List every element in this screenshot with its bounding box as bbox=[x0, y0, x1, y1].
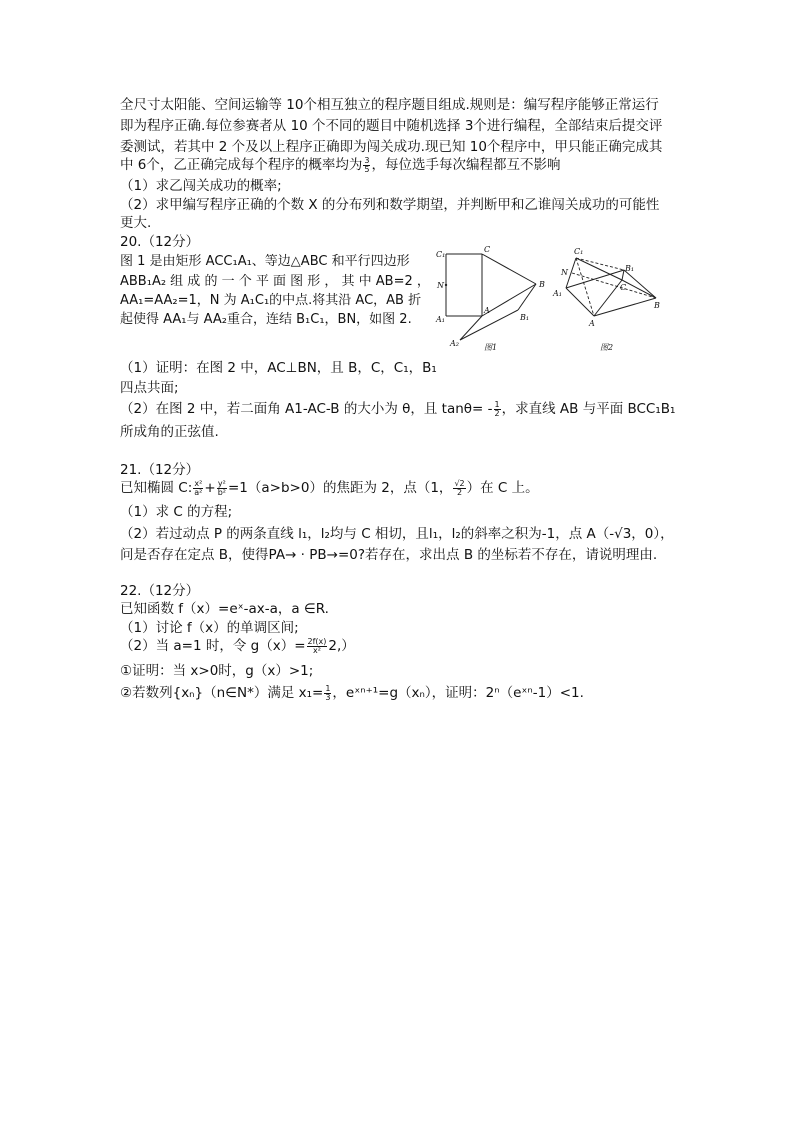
q20-part-2-text-a: （2）在图 2 中，若二面角 A1-AC-B 的大小为 θ，且 tanθ= - bbox=[120, 401, 493, 417]
q22-part-2-text-b: 2,） bbox=[328, 638, 355, 654]
q22-x1-fraction bbox=[324, 685, 331, 702]
edge-b1-c bbox=[622, 270, 624, 280]
q20-line-1: 图 1 是由矩形 ACC₁A₁、等边△ABC 和平行四边形 bbox=[120, 254, 410, 269]
q21-line-1 bbox=[120, 479, 539, 498]
q20-part-2-line-2: 所成角的正弦值. bbox=[120, 424, 219, 440]
q21-y-fraction bbox=[217, 480, 227, 497]
label-c1: C₁ bbox=[574, 247, 584, 256]
label-b: B bbox=[539, 280, 545, 289]
q22-sub-2 bbox=[120, 684, 584, 703]
edge-c-b bbox=[482, 254, 536, 284]
q22-sub-2-text-a: ②若数列{xₙ}（n∈N*）满足 x₁= bbox=[120, 685, 324, 701]
q19-line-3: 委测试，若其中 2 个及以上程序正确即为闯关成功.现已知 10个程序中，甲只能正确完成其 bbox=[120, 139, 663, 155]
fraction-numerator: 1 bbox=[325, 683, 331, 693]
edge-a-b bbox=[594, 298, 656, 316]
point-n bbox=[445, 284, 447, 286]
edge-c-a bbox=[594, 280, 622, 316]
fraction-denominator: a² bbox=[194, 487, 203, 497]
fraction-denominator: x² bbox=[312, 645, 321, 655]
q19-part-2-line-1: （2）求甲编写程序正确的个数 X 的分布列和数学期望，并判断甲和乙谁闯关成功的可能性 bbox=[120, 197, 660, 213]
fraction-numerator: 2f(x) bbox=[307, 636, 327, 646]
figure-1 bbox=[432, 242, 562, 354]
q22-header: 22.（12分） bbox=[120, 583, 200, 599]
q20-part-2-line-1 bbox=[120, 400, 675, 419]
q20-line-2: ABB₁A₂ 组 成 的 一 个 平 面 图 形 ， 其 中 AB=2 ， bbox=[120, 274, 430, 289]
dashed-c1-b1 bbox=[576, 258, 624, 270]
q21-header: 21.（12分） bbox=[120, 462, 200, 478]
q19-line-1: 全尺寸太阳能、空间运输等 10个相互独立的程序题目组成.规则是：编写程序能够正常运行 bbox=[120, 97, 659, 113]
q22-sub-2-text-b: ，eˣⁿ⁺¹=g（xₙ），证明：2ⁿ（eˣⁿ-1）<1. bbox=[332, 685, 584, 701]
edge-a1-b1 bbox=[566, 270, 624, 288]
label-c: C bbox=[620, 283, 627, 292]
q19-line-4-text-b: ，每位选手每次编程都互不影响 bbox=[371, 157, 561, 173]
label-b: B bbox=[654, 301, 660, 310]
q19-part-1: （1）求乙闯关成功的概率; bbox=[120, 178, 282, 194]
label-c: C bbox=[484, 245, 491, 254]
q19-line-2: 即为程序正确.每位参赛者从 10 个不同的题目中随机选择 3个进行编程，全部结束后提交评 bbox=[120, 118, 663, 134]
q20-tan-fraction bbox=[494, 401, 501, 418]
q21-text-c: ）在 C 上。 bbox=[466, 480, 539, 496]
label-a1: A₁ bbox=[553, 289, 562, 298]
edge-a-b bbox=[482, 284, 536, 316]
q21-text-b: =1（a>b>0）的焦距为 2，点（1， bbox=[228, 480, 453, 496]
edge-b-b1 bbox=[518, 284, 536, 310]
q21-x-fraction bbox=[193, 480, 203, 497]
fraction-numerator: x² bbox=[194, 478, 203, 488]
figure-1-diagram bbox=[432, 242, 562, 354]
q22-g-fraction bbox=[307, 638, 328, 655]
label-n: N bbox=[437, 281, 444, 290]
q20-part-1-line-1: （1）证明：在图 2 中，AC⊥BN，且 B，C，C₁，B₁ bbox=[120, 360, 437, 376]
q22-line-1: 已知函数 f（x）=eˣ-ax-a，a ∈R. bbox=[120, 601, 329, 617]
label-c1: C₁ bbox=[436, 250, 446, 259]
fraction-numerator: 1 bbox=[494, 399, 500, 409]
q20-line-4: 起使得 AA₁与 AA₂重合，连结 B₁C₁，BN，如图 2. bbox=[120, 312, 412, 327]
q21-plus: + bbox=[204, 480, 216, 496]
figure-1-caption: 图1 bbox=[484, 343, 498, 352]
label-a1: A₁ bbox=[436, 315, 445, 324]
dashed-n-b bbox=[572, 273, 656, 298]
q22-part-1: （1）讨论 f（x）的单调区间; bbox=[120, 620, 299, 636]
label-a2: A₂ bbox=[450, 339, 459, 348]
label-b1: B₁ bbox=[520, 313, 530, 322]
q22-part-2 bbox=[120, 637, 355, 656]
figure-2 bbox=[552, 242, 664, 354]
fraction-denominator: b² bbox=[217, 487, 226, 497]
q21-part-1: （1）求 C 的方程; bbox=[120, 504, 233, 520]
q19-line-4 bbox=[120, 156, 560, 175]
label-n: N bbox=[561, 268, 568, 277]
q20-header: 20.（12分） bbox=[120, 234, 200, 250]
edge-a2-a bbox=[460, 316, 482, 340]
fraction-numerator: √2 bbox=[454, 478, 465, 488]
q21-part-2-line-1: （2）若过动点 P 的两条直线 l₁，l₂均与 C 相切，且l₁，l₂的斜率之积为-1，点 A（-√3，0）， bbox=[120, 526, 674, 542]
q22-part-2-text-a: （2）当 a=1 时，令 g（x）= bbox=[120, 638, 306, 654]
q21-part-2-line-2: 问是否存在定点 B，使得PA→ · PB→=0?若存在，求出点 B 的坐标若不存在，请说明理由. bbox=[120, 547, 658, 563]
fraction-numerator: 3 bbox=[364, 155, 370, 165]
label-b1: B₁ bbox=[625, 264, 635, 273]
q19-probability-fraction bbox=[363, 157, 370, 174]
q21-text-a: 已知椭圆 C: bbox=[120, 480, 193, 496]
q20-part-1-line-2: 四点共面; bbox=[120, 380, 179, 396]
fraction-numerator: y² bbox=[217, 478, 226, 488]
fraction-denominator: 5 bbox=[364, 164, 370, 174]
q22-sub-1: ①证明：当 x>0时，g（x）>1; bbox=[120, 663, 314, 679]
q19-part-2-line-2: 更大. bbox=[120, 215, 152, 231]
q21-point-fraction bbox=[453, 480, 465, 497]
q19-line-4-text-a: 中 6个，乙正确完成每个程序的概率均为 bbox=[120, 157, 363, 173]
q20-part-2-text-b: ，求直线 AB 与平面 BCC₁B₁ bbox=[501, 401, 676, 417]
figure-2-caption: 图2 bbox=[600, 343, 614, 352]
figure-2-diagram bbox=[552, 242, 664, 354]
q20-line-3: AA₁=AA₂=1，N 为 A₁C₁的中点.将其沿 AC，AB 折 bbox=[120, 293, 422, 308]
fraction-denominator: 3 bbox=[325, 692, 331, 702]
fraction-denominator: 2 bbox=[456, 487, 463, 497]
label-a: A bbox=[484, 306, 490, 315]
fraction-denominator: 2 bbox=[494, 408, 500, 418]
label-a: A bbox=[589, 319, 595, 328]
